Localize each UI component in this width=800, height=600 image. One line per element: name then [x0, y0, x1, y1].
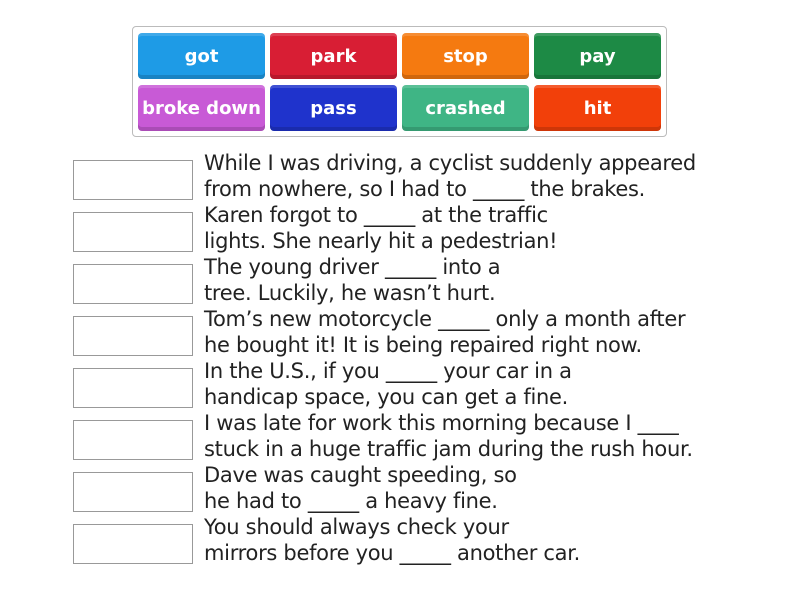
sentence-text: [204, 514, 764, 566]
word-tile[interactable]: park: [270, 33, 397, 79]
sentence-line: Tom’s new motorcycle _____ only a month after: [204, 307, 686, 331]
answer-drop-box[interactable]: [73, 212, 193, 252]
word-tile[interactable]: stop: [402, 33, 529, 79]
sentence-line: stuck in a huge traffic jam during the rush hour.: [204, 437, 693, 461]
sentence-line: Karen forgot to _____ at the traffic: [204, 203, 548, 227]
sentence-line: tree. Luckily, he wasn’t hurt.: [204, 281, 496, 305]
sentence-line: handicap space, you can get a fine.: [204, 385, 569, 409]
sentence-line: he bought it! It is being repaired right now.: [204, 333, 642, 357]
sentence-line: mirrors before you _____ another car.: [204, 541, 581, 565]
answer-drop-box[interactable]: [73, 264, 193, 304]
answer-drop-box[interactable]: [73, 316, 193, 356]
sentence-text: [204, 150, 764, 202]
sentence-line: The young driver _____ into a: [204, 255, 501, 279]
answer-drop-box[interactable]: [73, 420, 193, 460]
sentence-text: [204, 462, 764, 514]
sentence-line: lights. She nearly hit a pedestrian!: [204, 229, 558, 253]
word-tile[interactable]: crashed: [402, 85, 529, 131]
sentence-line: You should always check your: [204, 515, 509, 539]
sentence-line: While I was driving, a cyclist suddenly appeared: [204, 151, 696, 175]
word-tile[interactable]: pay: [534, 33, 661, 79]
sentence-text: [204, 358, 764, 410]
sentence-text: [204, 254, 764, 306]
word-tile[interactable]: broke down: [138, 85, 265, 131]
answer-drop-box[interactable]: [73, 368, 193, 408]
sentence-line: he had to _____ a heavy fine.: [204, 489, 498, 513]
word-tile[interactable]: got: [138, 33, 265, 79]
word-tile[interactable]: hit: [534, 85, 661, 131]
answer-drop-box[interactable]: [73, 160, 193, 200]
sentence-line: I was late for work this morning because I ____: [204, 411, 679, 435]
sentence-line: from nowhere, so I had to _____ the brakes.: [204, 177, 646, 201]
answer-drop-box[interactable]: [73, 524, 193, 564]
sentence-text: [204, 202, 764, 254]
sentence-line: Dave was caught speeding, so: [204, 463, 517, 487]
sentence-text: [204, 410, 764, 462]
answer-drop-box[interactable]: [73, 472, 193, 512]
word-tile[interactable]: pass: [270, 85, 397, 131]
sentence-text: [204, 306, 764, 358]
sentence-line: In the U.S., if you _____ your car in a: [204, 359, 572, 383]
